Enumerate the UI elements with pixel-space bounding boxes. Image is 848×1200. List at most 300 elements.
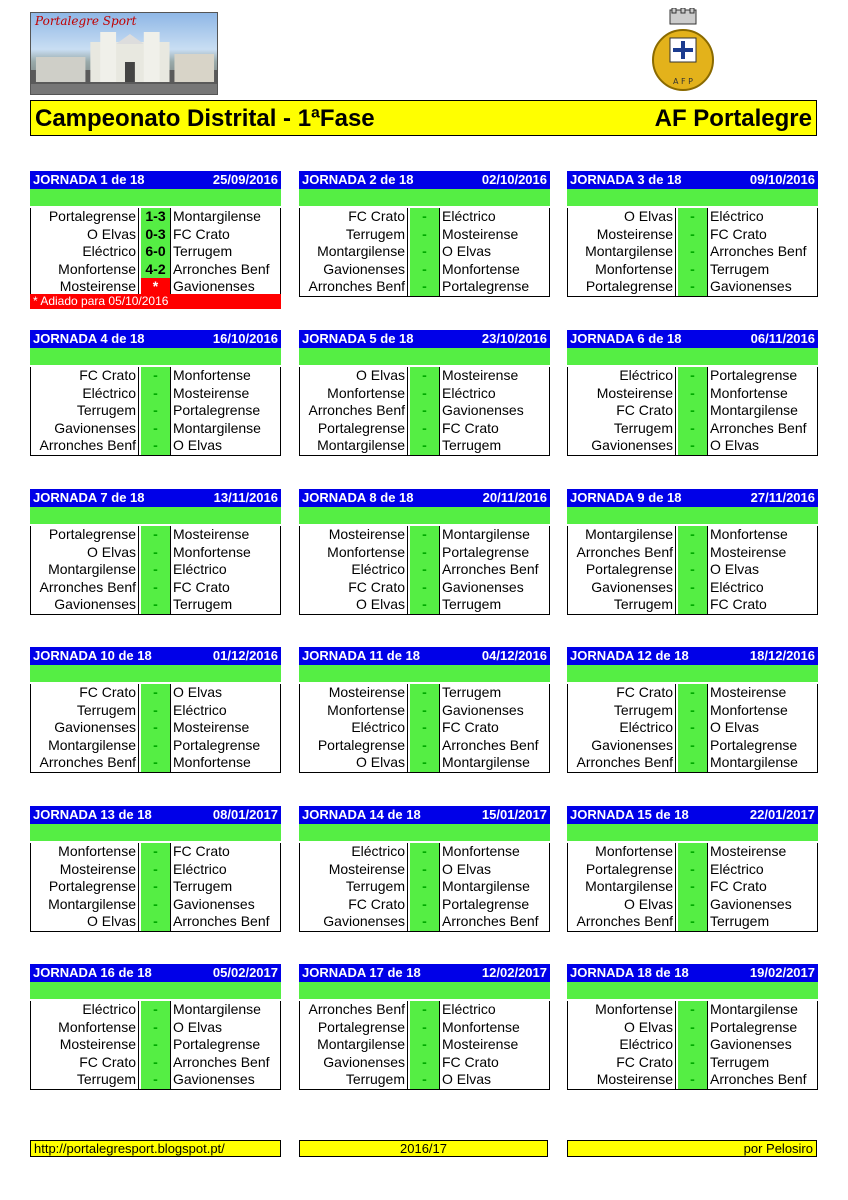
game-row — [31, 526, 280, 544]
home-team: O Elvas — [30, 913, 139, 931]
game-row — [300, 226, 549, 244]
score: - — [141, 596, 170, 614]
away-team: Montargilense — [170, 208, 261, 226]
game-row — [568, 208, 817, 226]
score: - — [410, 208, 439, 226]
round-games — [567, 367, 818, 456]
logo-text: Portalegre Sport — [35, 14, 137, 28]
round-green-bar — [567, 189, 818, 206]
home-team: Terrugem — [30, 702, 139, 720]
home-team: Montargilense — [299, 437, 408, 455]
round-label: JORNADA 3 de 18 — [570, 172, 682, 187]
score: - — [410, 843, 439, 861]
away-team: Arronches Benf — [439, 561, 539, 579]
score: - — [410, 367, 439, 385]
away-team: O Elvas — [439, 243, 491, 261]
game-row — [31, 385, 280, 403]
game-row — [568, 261, 817, 279]
away-team: Monfortense — [170, 367, 251, 385]
game-row — [300, 843, 549, 861]
score: 0-3 — [141, 226, 170, 244]
away-team: Gavionenses — [439, 579, 524, 597]
home-team: O Elvas — [299, 596, 408, 614]
score: - — [678, 754, 707, 772]
round-block — [30, 964, 281, 1090]
score: - — [141, 1019, 170, 1037]
game-row — [568, 1054, 817, 1072]
game-row — [568, 684, 817, 702]
round-header — [30, 171, 281, 189]
score: - — [410, 420, 439, 438]
home-team: Mosteirense — [299, 684, 408, 702]
score: - — [141, 1054, 170, 1072]
association-name: AF Portalegre — [654, 105, 812, 132]
score: - — [678, 1001, 707, 1019]
round-block — [567, 964, 818, 1090]
game-row — [31, 861, 280, 879]
footer-url-text[interactable]: http://portalegresport.blogspot.pt/ — [34, 1141, 225, 1156]
home-team: O Elvas — [299, 367, 408, 385]
game-row — [300, 561, 549, 579]
home-team: O Elvas — [30, 544, 139, 562]
home-team: Montargilense — [30, 561, 139, 579]
away-team: Mosteirense — [707, 684, 786, 702]
home-team: Portalegrense — [567, 861, 676, 879]
game-row — [568, 561, 817, 579]
away-team: O Elvas — [439, 1071, 491, 1089]
round-green-bar — [567, 665, 818, 682]
score: - — [141, 684, 170, 702]
score: - — [410, 719, 439, 737]
game-row — [300, 402, 549, 420]
round-block — [299, 171, 550, 297]
game-row — [568, 402, 817, 420]
score: - — [678, 719, 707, 737]
home-team: Eléctrico — [30, 1001, 139, 1019]
home-team: Montargilense — [567, 526, 676, 544]
game-row — [31, 402, 280, 420]
game-row — [568, 913, 817, 931]
score: - — [141, 719, 170, 737]
score: - — [678, 878, 707, 896]
round-header — [30, 806, 281, 824]
away-team: Mosteirense — [707, 544, 786, 562]
score: - — [678, 526, 707, 544]
round-green-bar — [567, 982, 818, 999]
game-row — [300, 420, 549, 438]
home-team: Gavionenses — [30, 420, 139, 438]
score: - — [141, 437, 170, 455]
round-header — [30, 330, 281, 348]
away-team: Montargilense — [707, 1001, 798, 1019]
home-team: Arronches Benf — [299, 278, 408, 296]
round-label: JORNADA 9 de 18 — [570, 490, 682, 505]
home-team: Mosteirense — [30, 278, 139, 296]
away-team: Eléctrico — [170, 861, 227, 879]
away-team: Arronches Benf — [707, 243, 807, 261]
round-label: JORNADA 17 de 18 — [302, 965, 421, 980]
home-team: Monfortense — [299, 385, 408, 403]
score: - — [410, 596, 439, 614]
round-label: JORNADA 12 de 18 — [570, 648, 689, 663]
away-team: O Elvas — [170, 437, 222, 455]
round-label: JORNADA 7 de 18 — [33, 490, 145, 505]
game-row — [300, 1071, 549, 1089]
game-row — [568, 702, 817, 720]
round-label: JORNADA 11 de 18 — [302, 648, 421, 663]
round-label: JORNADA 14 de 18 — [302, 807, 421, 822]
away-team: Gavionenses — [439, 402, 524, 420]
home-team: Portalegrense — [567, 561, 676, 579]
score: - — [141, 367, 170, 385]
game-row — [568, 1071, 817, 1089]
game-row — [31, 420, 280, 438]
round-block — [30, 806, 281, 932]
game-row — [31, 1054, 280, 1072]
home-team: FC Crato — [30, 684, 139, 702]
game-row — [31, 737, 280, 755]
home-team: Portalegrense — [567, 278, 676, 296]
game-row — [568, 420, 817, 438]
game-row — [300, 544, 549, 562]
score: - — [410, 913, 439, 931]
round-header — [30, 964, 281, 982]
home-team: Portalegrense — [299, 420, 408, 438]
game-row — [300, 261, 549, 279]
away-team: Portalegrense — [707, 737, 797, 755]
footer-author — [567, 1140, 817, 1157]
away-team: Gavionenses — [707, 278, 792, 296]
home-team: Eléctrico — [30, 385, 139, 403]
away-team: Montargilense — [439, 878, 530, 896]
away-team: Monfortense — [170, 754, 251, 772]
game-row — [568, 896, 817, 914]
home-team: Eléctrico — [567, 719, 676, 737]
round-green-bar — [567, 348, 818, 365]
round-header — [567, 806, 818, 824]
game-row — [568, 878, 817, 896]
score: - — [410, 579, 439, 597]
round-date: 20/11/2016 — [482, 490, 547, 505]
round-games — [299, 208, 550, 297]
round-header — [567, 489, 818, 507]
score: 4-2 — [141, 261, 170, 279]
score: - — [410, 861, 439, 879]
round-header — [299, 647, 550, 665]
game-row — [568, 278, 817, 296]
away-team: Portalegrense — [439, 896, 529, 914]
home-team: Mosteirense — [567, 1071, 676, 1089]
round-green-bar — [299, 348, 550, 365]
home-team: Eléctrico — [299, 719, 408, 737]
score: - — [678, 367, 707, 385]
home-team: Monfortense — [30, 261, 139, 279]
score: - — [141, 878, 170, 896]
score: - — [678, 278, 707, 296]
score: - — [141, 1001, 170, 1019]
round-games — [299, 684, 550, 773]
away-team: Arronches Benf — [707, 1071, 807, 1089]
round-green-bar — [299, 189, 550, 206]
home-team: Arronches Benf — [567, 544, 676, 562]
home-team: Terrugem — [299, 1071, 408, 1089]
round-block — [567, 171, 818, 297]
home-team: Montargilense — [30, 737, 139, 755]
away-team: Eléctrico — [170, 702, 227, 720]
home-team: Gavionenses — [30, 596, 139, 614]
away-team: FC Crato — [707, 878, 767, 896]
game-row — [31, 1071, 280, 1089]
game-row — [568, 1019, 817, 1037]
game-row — [568, 367, 817, 385]
away-team: Portalegrense — [170, 1036, 260, 1054]
score: * — [141, 278, 170, 296]
away-team: Terrugem — [170, 243, 232, 261]
round-games — [30, 843, 281, 932]
home-team: O Elvas — [299, 754, 408, 772]
round-label: JORNADA 15 de 18 — [570, 807, 689, 822]
game-row — [31, 1001, 280, 1019]
score: - — [141, 402, 170, 420]
home-team: FC Crato — [299, 579, 408, 597]
home-team: Portalegrense — [299, 737, 408, 755]
away-team: Mosteirense — [439, 367, 518, 385]
round-games — [567, 843, 818, 932]
away-team: FC Crato — [170, 579, 230, 597]
score: - — [678, 561, 707, 579]
round-date: 02/10/2016 — [481, 172, 547, 187]
away-team: Monfortense — [439, 843, 520, 861]
score: - — [410, 437, 439, 455]
game-row — [300, 1036, 549, 1054]
game-row — [300, 437, 549, 455]
home-team: Eléctrico — [567, 1036, 676, 1054]
away-team: Terrugem — [170, 878, 232, 896]
home-team: Terrugem — [30, 402, 139, 420]
game-row — [300, 385, 549, 403]
game-row — [31, 437, 280, 455]
score: - — [678, 544, 707, 562]
away-team: Terrugem — [439, 684, 501, 702]
footer-season — [299, 1140, 548, 1157]
home-team: FC Crato — [567, 684, 676, 702]
away-team: FC Crato — [707, 596, 767, 614]
home-team: Gavionenses — [567, 437, 676, 455]
game-row — [568, 243, 817, 261]
score: - — [678, 861, 707, 879]
round-games — [30, 367, 281, 456]
away-team: Gavionenses — [707, 1036, 792, 1054]
round-green-bar — [567, 824, 818, 841]
score: - — [678, 702, 707, 720]
round-green-bar — [299, 824, 550, 841]
home-team: Eléctrico — [299, 843, 408, 861]
game-row — [300, 1001, 549, 1019]
score: - — [678, 420, 707, 438]
away-team: Arronches Benf — [439, 913, 539, 931]
game-row — [568, 544, 817, 562]
game-row — [568, 526, 817, 544]
game-row — [568, 754, 817, 772]
home-team: Montargilense — [299, 243, 408, 261]
round-block — [299, 489, 550, 615]
game-row — [31, 878, 280, 896]
round-label: JORNADA 6 de 18 — [570, 331, 682, 346]
round-header — [299, 964, 550, 982]
game-row — [300, 878, 549, 896]
away-team: Monfortense — [707, 385, 788, 403]
round-block — [567, 489, 818, 615]
away-team: Montargilense — [439, 526, 530, 544]
home-team: FC Crato — [299, 208, 408, 226]
game-row — [568, 385, 817, 403]
home-team: Arronches Benf — [567, 913, 676, 931]
away-team: Mosteirense — [170, 385, 249, 403]
score: - — [410, 243, 439, 261]
away-team: Arronches Benf — [439, 737, 539, 755]
away-team: Mosteirense — [439, 226, 518, 244]
score: - — [141, 1036, 170, 1054]
game-row — [31, 754, 280, 772]
home-team: Terrugem — [567, 420, 676, 438]
away-team: Portalegrense — [707, 1019, 797, 1037]
score: - — [410, 402, 439, 420]
home-team: Mosteirense — [299, 861, 408, 879]
away-team: Terrugem — [707, 913, 769, 931]
game-row — [31, 561, 280, 579]
game-row — [31, 579, 280, 597]
game-row — [568, 579, 817, 597]
round-label: JORNADA 16 de 18 — [33, 965, 152, 980]
game-row — [300, 684, 549, 702]
game-row — [300, 737, 549, 755]
round-date: 12/02/2017 — [481, 965, 547, 980]
score: - — [410, 702, 439, 720]
away-team: Mosteirense — [170, 526, 249, 544]
score: - — [141, 544, 170, 562]
score: - — [678, 596, 707, 614]
round-label: JORNADA 18 de 18 — [570, 965, 689, 980]
round-block — [299, 806, 550, 932]
round-header — [567, 964, 818, 982]
score: - — [141, 385, 170, 403]
away-team: Terrugem — [170, 596, 232, 614]
game-row — [300, 719, 549, 737]
away-team: Terrugem — [707, 261, 769, 279]
game-row — [568, 843, 817, 861]
score: - — [410, 1054, 439, 1072]
away-team: Eléctrico — [707, 861, 764, 879]
game-row — [31, 719, 280, 737]
footer-url[interactable] — [30, 1140, 281, 1157]
footer-season-text: 2016/17 — [400, 1141, 447, 1156]
away-team: Arronches Benf — [170, 261, 270, 279]
away-team: Gavionenses — [170, 1071, 255, 1089]
round-games — [567, 1001, 818, 1090]
away-team: FC Crato — [707, 226, 767, 244]
away-team: O Elvas — [170, 684, 222, 702]
home-team: Montargilense — [567, 243, 676, 261]
away-team: Portalegrense — [439, 278, 529, 296]
score: - — [678, 1071, 707, 1089]
home-team: Montargilense — [30, 896, 139, 914]
round-date: 05/02/2017 — [212, 965, 278, 980]
home-team: Eléctrico — [30, 243, 139, 261]
round-block — [299, 647, 550, 773]
game-row — [31, 896, 280, 914]
away-team: Montargilense — [170, 420, 261, 438]
home-team: Gavionenses — [299, 261, 408, 279]
round-label: JORNADA 10 de 18 — [33, 648, 152, 663]
score: - — [141, 754, 170, 772]
home-team: Mosteirense — [299, 526, 408, 544]
game-row — [31, 596, 280, 614]
round-date: 13/11/2016 — [213, 490, 278, 505]
away-team: Arronches Benf — [170, 913, 270, 931]
game-row — [568, 719, 817, 737]
round-games — [567, 526, 818, 615]
score: - — [678, 737, 707, 755]
score: - — [678, 208, 707, 226]
round-green-bar — [30, 348, 281, 365]
score: - — [410, 526, 439, 544]
church-photo-icon — [31, 32, 217, 94]
round-date: 15/01/2017 — [481, 807, 547, 822]
game-row — [300, 579, 549, 597]
game-row — [300, 367, 549, 385]
round-date: 16/10/2016 — [212, 331, 278, 346]
game-row — [300, 896, 549, 914]
game-row — [31, 1019, 280, 1037]
round-green-bar — [299, 665, 550, 682]
home-team: Mosteirense — [567, 385, 676, 403]
score: - — [410, 754, 439, 772]
postponed-note: * Adiado para 05/10/2016 — [30, 294, 281, 309]
home-team: Mosteirense — [567, 226, 676, 244]
home-team: Montargilense — [567, 878, 676, 896]
home-team: Monfortense — [299, 702, 408, 720]
round-header — [30, 647, 281, 665]
home-team: FC Crato — [567, 402, 676, 420]
game-row — [31, 367, 280, 385]
home-team: Terrugem — [567, 596, 676, 614]
home-team: Terrugem — [30, 1071, 139, 1089]
score: - — [410, 561, 439, 579]
home-team: O Elvas — [567, 1019, 676, 1037]
portalegre-sport-logo — [30, 12, 218, 95]
score: - — [410, 878, 439, 896]
home-team: Gavionenses — [299, 1054, 408, 1072]
game-row — [31, 843, 280, 861]
away-team: Monfortense — [439, 1019, 520, 1037]
home-team: Gavionenses — [567, 579, 676, 597]
round-block — [567, 330, 818, 456]
home-team: Portalegrense — [30, 208, 139, 226]
round-green-bar — [299, 982, 550, 999]
score: - — [410, 684, 439, 702]
score: - — [410, 261, 439, 279]
game-row — [300, 208, 549, 226]
round-block — [299, 330, 550, 456]
game-row — [31, 226, 280, 244]
away-team: FC Crato — [439, 1054, 499, 1072]
score: 1-3 — [141, 208, 170, 226]
away-team: Gavionenses — [439, 702, 524, 720]
game-row — [568, 861, 817, 879]
home-team: Monfortense — [567, 261, 676, 279]
round-date: 19/02/2017 — [749, 965, 815, 980]
home-team: FC Crato — [30, 367, 139, 385]
